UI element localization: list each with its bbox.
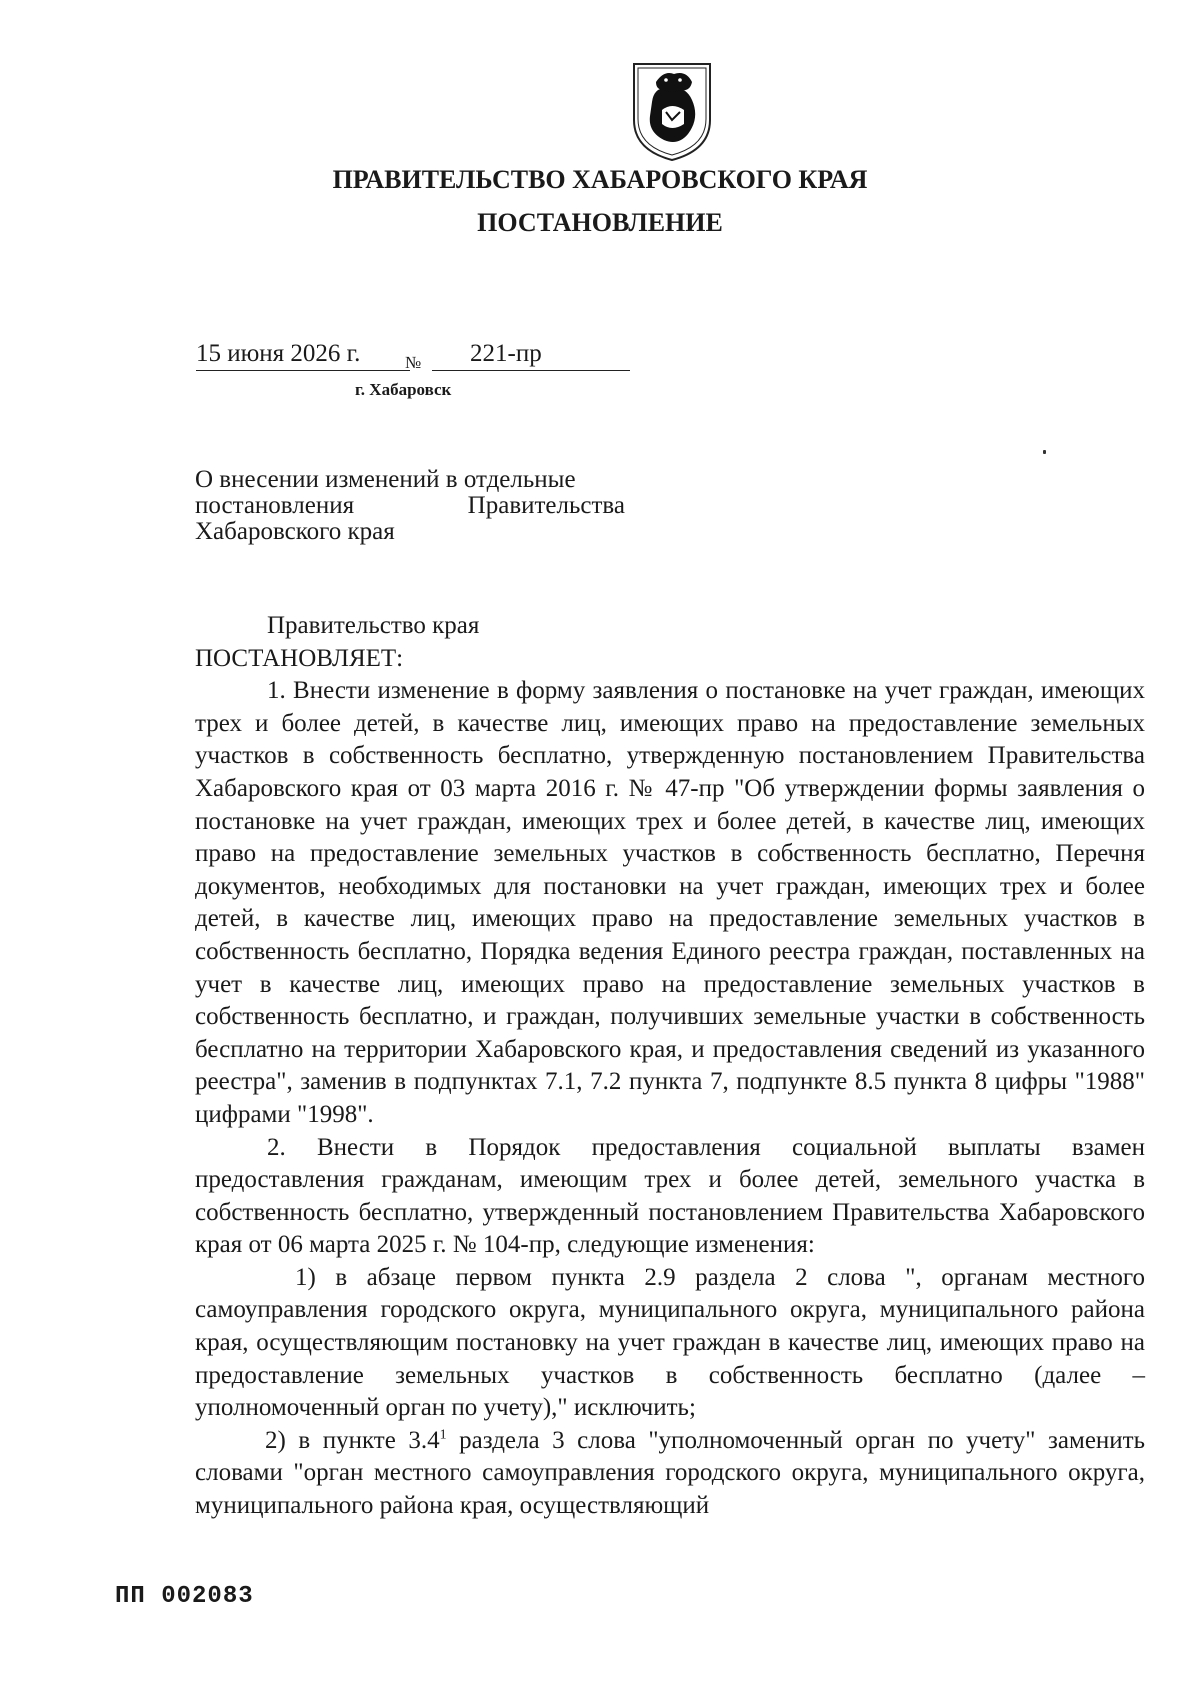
item-2-rest: раздела 3 слова "уполномоченный орган по учету" заменить словами "орган местного самоуправления городского округа, муниципального округа, муниципального района края, осуществляющий — [195, 1426, 1145, 1520]
subject-line-2 — [195, 493, 625, 519]
subject-line-2-left: постановления — [195, 492, 355, 519]
organization-name: ПРАВИТЕЛЬСТВО ХАБАРОВСКОГО КРАЯ — [332, 165, 868, 194]
subject-line-2-right: Правительства — [467, 492, 625, 519]
paragraph-2-item-1: 1) в абзаце первом пункта 2.9 раздела 2 слова ", органам местного самоуправления городского округа, муниципального округа, муниципального района края, осуществляющим постановку на учет граждан в качестве лиц, имеющих право на предоставление земельных участков в собственность бесплатно (далее – уполномоченный орган по учету)," исключить; — [195, 1263, 1145, 1422]
coat-of-arms-icon — [630, 60, 714, 162]
document-subject — [195, 467, 625, 545]
document-date: 15 июня 2026 г. — [196, 340, 410, 371]
intro-line: Правительство края — [267, 612, 480, 639]
document-number: 221-пр — [432, 340, 630, 371]
number-sign: № — [405, 353, 422, 372]
decree-word: ПОСТАНОВЛЯЕТ: — [195, 644, 404, 672]
subject-line-3: Хабаровского края — [195, 518, 395, 545]
document-body — [195, 610, 1145, 1523]
paragraph-1: 1. Внести изменение в форму заявления о постановке на учет граждан, имеющих трех и более детей, в качестве лиц, имеющих право на предоставление земельных участков в собственность бесплатно, утвержденную постановлением Правительства Хабаровского края от 03 марта 2016 г. № 47-пр "Об утверждении формы заявления о постановке на учет граждан, имеющих трех и более детей, в качестве лиц, имеющих право на предоставление земельных участков в собственность бесплатно, Перечня документов, необходимых для постановки на учет граждан, имеющих трех и более детей, в качестве лиц, имеющих право на предоставление земельных участков в собственность бесплатно, Порядка ведения Единого реестра граждан, поставленных на учет в качестве лиц, имеющих право на предоставление земельных участков в собственность бесплатно, и граждан, получивших земельные участки в собственность бесплатно на территории Хабаровского края, и предоставления сведений из указанного реестра", заменив в подпунктах 7.1, 7.2 пункта 7, подпункте 8.5 пункта 8 цифры "1988" цифрами "1998". — [195, 677, 1145, 1128]
document-city: г. Хабаровск — [355, 380, 452, 399]
item-2-superscript: 1 — [439, 1427, 447, 1443]
paragraph-2-item-2 — [195, 1425, 1145, 1523]
document-type-title: ПОСТАНОВЛЕНИЕ — [477, 208, 723, 237]
scan-speck — [1043, 450, 1046, 454]
paragraph-2: 2. Внести в Порядок предоставления социальной выплаты взамен предоставления гражданам, имеющим трех и более детей, земельного участка в собственность бесплатно, утвержденный постановлением Правительства Хабаровского края от 06 марта 2025 г. № 104-пр, следующие изменения: — [195, 1133, 1145, 1259]
item-2-start: 2) в пункте 3.4 — [265, 1426, 440, 1454]
form-marker: ПП 002083 — [115, 1583, 254, 1610]
subject-line-1: О внесении изменений в отдельные — [195, 466, 576, 493]
